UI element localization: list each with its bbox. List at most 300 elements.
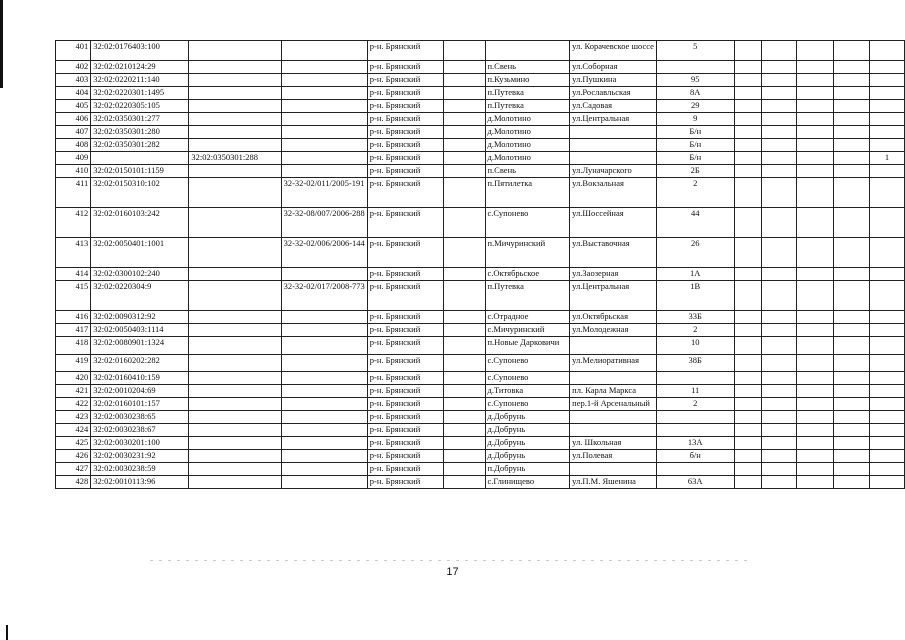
table-row — [56, 324, 905, 337]
empty-cell — [761, 178, 797, 208]
alt-cadastral-number — [189, 268, 281, 281]
house-number: 1А — [656, 268, 734, 281]
registration-number — [281, 337, 367, 355]
empty-cell — [443, 74, 485, 87]
empty-cell — [797, 281, 834, 311]
registration-number — [281, 476, 367, 489]
empty-cell — [797, 126, 834, 139]
scan-artifact — [150, 560, 750, 561]
settlement: д.Добрунь — [485, 450, 570, 463]
district: р-н. Брянский — [367, 61, 443, 74]
empty-cell — [761, 268, 797, 281]
empty-cell — [734, 87, 761, 100]
empty-cell — [834, 372, 870, 385]
empty-cell — [443, 126, 485, 139]
alt-cadastral-number: 32:02:0350301:288 — [189, 152, 281, 165]
flag-value — [869, 87, 904, 100]
district: р-н. Брянский — [367, 476, 443, 489]
cadastral-number: 32:02:0030201:100 — [91, 437, 189, 450]
page-number: 17 — [446, 566, 459, 578]
house-number — [656, 61, 734, 74]
cadastral-number: 32:02:0030238:65 — [91, 411, 189, 424]
empty-cell — [734, 411, 761, 424]
settlement: п.Добрунь — [485, 463, 570, 476]
street: ул.Луначарского — [570, 165, 657, 178]
table-row — [56, 355, 905, 372]
street: ул.П.М. Яшенина — [570, 476, 657, 489]
district: р-н. Брянский — [367, 238, 443, 268]
registration-number — [281, 165, 367, 178]
row-number: 404 — [56, 87, 91, 100]
empty-cell — [443, 87, 485, 100]
settlement: п.Кузьмино — [485, 74, 570, 87]
empty-cell — [834, 139, 870, 152]
district: р-н. Брянский — [367, 437, 443, 450]
alt-cadastral-number — [189, 437, 281, 450]
table-row — [56, 126, 905, 139]
alt-cadastral-number — [189, 311, 281, 324]
settlement: с.Мичуринский — [485, 324, 570, 337]
cadastral-number: 32:02:0150101:1159 — [91, 165, 189, 178]
registration-number — [281, 268, 367, 281]
registration-number: 32-32-02/017/2008-773 — [281, 281, 367, 311]
empty-cell — [797, 324, 834, 337]
registration-number — [281, 411, 367, 424]
table-row — [56, 113, 905, 126]
row-number: 409 — [56, 152, 91, 165]
table-row — [56, 337, 905, 355]
empty-cell — [443, 178, 485, 208]
alt-cadastral-number — [189, 139, 281, 152]
flag-value — [869, 385, 904, 398]
table-row — [56, 139, 905, 152]
settlement: д.Молотино — [485, 113, 570, 126]
street: ул.Пушкина — [570, 74, 657, 87]
street: ул.Молодежная — [570, 324, 657, 337]
empty-cell — [761, 152, 797, 165]
empty-cell — [797, 139, 834, 152]
settlement: д.Добрунь — [485, 437, 570, 450]
district: р-н. Брянский — [367, 113, 443, 126]
empty-cell — [761, 139, 797, 152]
street — [570, 337, 657, 355]
empty-cell — [797, 61, 834, 74]
street: ул.Заозерная — [570, 268, 657, 281]
empty-cell — [797, 450, 834, 463]
flag-value — [869, 424, 904, 437]
settlement: п.Свень — [485, 61, 570, 74]
district: р-н. Брянский — [367, 74, 443, 87]
empty-cell — [834, 385, 870, 398]
cadastral-number: 32:02:0220304:9 — [91, 281, 189, 311]
flag-value — [869, 113, 904, 126]
table-row — [56, 281, 905, 311]
table-row — [56, 268, 905, 281]
cadastral-number: 32:02:0300102:240 — [91, 268, 189, 281]
flag-value — [869, 450, 904, 463]
street: ул.Центральная — [570, 281, 657, 311]
empty-cell — [734, 450, 761, 463]
alt-cadastral-number — [189, 281, 281, 311]
row-number: 414 — [56, 268, 91, 281]
empty-cell — [443, 355, 485, 372]
cadastral-number: 32:02:0220305:105 — [91, 100, 189, 113]
empty-cell — [443, 476, 485, 489]
cadastral-number: 32:02:0220301:1495 — [91, 87, 189, 100]
alt-cadastral-number — [189, 463, 281, 476]
row-number: 426 — [56, 450, 91, 463]
empty-cell — [834, 152, 870, 165]
district: р-н. Брянский — [367, 178, 443, 208]
empty-cell — [797, 152, 834, 165]
empty-cell — [734, 355, 761, 372]
registration-number — [281, 152, 367, 165]
table-row — [56, 74, 905, 87]
street — [570, 424, 657, 437]
row-number: 406 — [56, 113, 91, 126]
alt-cadastral-number — [189, 476, 281, 489]
empty-cell — [734, 100, 761, 113]
flag-value — [869, 476, 904, 489]
table-row — [56, 100, 905, 113]
street — [570, 126, 657, 139]
cadastral-number: 32:02:0350301:277 — [91, 113, 189, 126]
empty-cell — [443, 372, 485, 385]
empty-cell — [734, 165, 761, 178]
flag-value — [869, 74, 904, 87]
empty-cell — [834, 355, 870, 372]
registration-number — [281, 450, 367, 463]
flag-value — [869, 311, 904, 324]
street: ул.Центральная — [570, 113, 657, 126]
street: ул.Полевая — [570, 450, 657, 463]
district: р-н. Брянский — [367, 139, 443, 152]
row-number: 416 — [56, 311, 91, 324]
empty-cell — [797, 398, 834, 411]
empty-cell — [797, 87, 834, 100]
street — [570, 139, 657, 152]
alt-cadastral-number — [189, 411, 281, 424]
house-number: 2 — [656, 324, 734, 337]
table-row — [56, 385, 905, 398]
table-row — [56, 165, 905, 178]
street — [570, 411, 657, 424]
empty-cell — [834, 411, 870, 424]
house-number: 38Б — [656, 355, 734, 372]
cadastral-number: 32:02:0030238:67 — [91, 424, 189, 437]
empty-cell — [734, 139, 761, 152]
empty-cell — [443, 324, 485, 337]
registration-number — [281, 87, 367, 100]
house-number: 44 — [656, 208, 734, 238]
row-number: 407 — [56, 126, 91, 139]
registration-number: 32-32-02/006/2006-144 — [281, 238, 367, 268]
flag-value — [869, 100, 904, 113]
flag-value — [869, 324, 904, 337]
street: ул.Шоссейная — [570, 208, 657, 238]
table-row — [56, 152, 905, 165]
empty-cell — [834, 74, 870, 87]
house-number — [656, 424, 734, 437]
empty-cell — [443, 281, 485, 311]
house-number: 1В — [656, 281, 734, 311]
settlement: п.Мичуринский — [485, 238, 570, 268]
flag-value — [869, 178, 904, 208]
empty-cell — [761, 463, 797, 476]
empty-cell — [797, 476, 834, 489]
empty-cell — [734, 238, 761, 268]
empty-cell — [734, 463, 761, 476]
district: р-н. Брянский — [367, 398, 443, 411]
empty-cell — [761, 281, 797, 311]
empty-cell — [443, 311, 485, 324]
empty-cell — [734, 61, 761, 74]
empty-cell — [761, 324, 797, 337]
empty-cell — [834, 337, 870, 355]
alt-cadastral-number — [189, 238, 281, 268]
table-row — [56, 238, 905, 268]
registration-number — [281, 74, 367, 87]
register-body — [56, 41, 905, 489]
empty-cell — [761, 450, 797, 463]
empty-cell — [443, 41, 485, 61]
flag-value — [869, 126, 904, 139]
empty-cell — [761, 126, 797, 139]
empty-cell — [761, 87, 797, 100]
street: ул.Рославльская — [570, 87, 657, 100]
empty-cell — [797, 424, 834, 437]
alt-cadastral-number — [189, 126, 281, 139]
empty-cell — [834, 281, 870, 311]
settlement: с.Супонево — [485, 355, 570, 372]
settlement: п.Пятилетка — [485, 178, 570, 208]
street: пл. Карла Маркса — [570, 385, 657, 398]
cadastral-number — [91, 152, 189, 165]
row-number: 424 — [56, 424, 91, 437]
district: р-н. Брянский — [367, 337, 443, 355]
alt-cadastral-number — [189, 324, 281, 337]
row-number: 419 — [56, 355, 91, 372]
row-number: 412 — [56, 208, 91, 238]
empty-cell — [734, 398, 761, 411]
settlement: с.Супонево — [485, 398, 570, 411]
alt-cadastral-number — [189, 385, 281, 398]
house-number: 29 — [656, 100, 734, 113]
settlement: д.Молотино — [485, 126, 570, 139]
house-number: 10 — [656, 337, 734, 355]
cadastral-number: 32:02:0160202:282 — [91, 355, 189, 372]
alt-cadastral-number — [189, 355, 281, 372]
empty-cell — [734, 126, 761, 139]
cadastral-number: 32:02:0010113:96 — [91, 476, 189, 489]
table-row — [56, 178, 905, 208]
settlement: с.Супонево — [485, 372, 570, 385]
empty-cell — [734, 311, 761, 324]
house-number: 2 — [656, 398, 734, 411]
cadastral-number: 32:02:0150310:102 — [91, 178, 189, 208]
row-number: 411 — [56, 178, 91, 208]
row-number: 402 — [56, 61, 91, 74]
empty-cell — [443, 463, 485, 476]
empty-cell — [443, 152, 485, 165]
empty-cell — [797, 208, 834, 238]
cadastral-number: 32:02:0160101:157 — [91, 398, 189, 411]
house-number: 2 — [656, 178, 734, 208]
empty-cell — [443, 411, 485, 424]
settlement: д.Молотино — [485, 152, 570, 165]
empty-cell — [797, 165, 834, 178]
row-number: 410 — [56, 165, 91, 178]
flag-value — [869, 398, 904, 411]
settlement: п.Новые Дарковичи — [485, 337, 570, 355]
alt-cadastral-number — [189, 372, 281, 385]
cadastral-number: 32:02:0050403:1114 — [91, 324, 189, 337]
district: р-н. Брянский — [367, 411, 443, 424]
street — [570, 463, 657, 476]
district: р-н. Брянский — [367, 126, 443, 139]
empty-cell — [761, 385, 797, 398]
alt-cadastral-number — [189, 398, 281, 411]
house-number: 63А — [656, 476, 734, 489]
house-number — [656, 463, 734, 476]
empty-cell — [734, 476, 761, 489]
house-number: 33Б — [656, 311, 734, 324]
registration-number — [281, 463, 367, 476]
alt-cadastral-number — [189, 74, 281, 87]
registration-number — [281, 113, 367, 126]
flag-value — [869, 337, 904, 355]
registration-number: 32-32-02/011/2005-191 — [281, 178, 367, 208]
street: пер.1-й Арсенальный — [570, 398, 657, 411]
street: ул.Мелиоративная — [570, 355, 657, 372]
empty-cell — [834, 87, 870, 100]
alt-cadastral-number — [189, 450, 281, 463]
empty-cell — [834, 100, 870, 113]
empty-cell — [443, 424, 485, 437]
alt-cadastral-number — [189, 178, 281, 208]
cadastral-number: 32:02:0160103:242 — [91, 208, 189, 238]
street — [570, 152, 657, 165]
empty-cell — [734, 281, 761, 311]
district: р-н. Брянский — [367, 41, 443, 61]
registration-number: 32-32-08/007/2006-288 — [281, 208, 367, 238]
cadastral-number: 32:02:0050401:1001 — [91, 238, 189, 268]
street: ул.Октябрьская — [570, 311, 657, 324]
empty-cell — [797, 74, 834, 87]
empty-cell — [761, 208, 797, 238]
district: р-н. Брянский — [367, 152, 443, 165]
alt-cadastral-number — [189, 165, 281, 178]
registration-number — [281, 437, 367, 450]
cadastral-number: 32:02:0210124:29 — [91, 61, 189, 74]
empty-cell — [834, 126, 870, 139]
empty-cell — [443, 385, 485, 398]
house-number: 11 — [656, 385, 734, 398]
empty-cell — [834, 41, 870, 61]
cadastral-number: 32:02:0160410:159 — [91, 372, 189, 385]
settlement: с.Супонево — [485, 208, 570, 238]
flag-value — [869, 463, 904, 476]
flag-value — [869, 61, 904, 74]
empty-cell — [761, 100, 797, 113]
empty-cell — [443, 450, 485, 463]
cadastral-number: 32:02:0090312:92 — [91, 311, 189, 324]
row-number: 425 — [56, 437, 91, 450]
empty-cell — [797, 100, 834, 113]
registration-number — [281, 424, 367, 437]
empty-cell — [797, 311, 834, 324]
district: р-н. Брянский — [367, 385, 443, 398]
alt-cadastral-number — [189, 61, 281, 74]
settlement: д.Молотино — [485, 139, 570, 152]
registration-number — [281, 324, 367, 337]
table-row — [56, 87, 905, 100]
settlement: п.Путевка — [485, 87, 570, 100]
house-number: б/н — [656, 450, 734, 463]
alt-cadastral-number — [189, 208, 281, 238]
house-number: 95 — [656, 74, 734, 87]
flag-value — [869, 165, 904, 178]
house-number — [656, 411, 734, 424]
table-row — [56, 450, 905, 463]
empty-cell — [734, 74, 761, 87]
district: р-н. Брянский — [367, 311, 443, 324]
scan-edge-mark — [0, 0, 3, 88]
alt-cadastral-number — [189, 100, 281, 113]
house-number: 8А — [656, 87, 734, 100]
settlement: д.Добрунь — [485, 424, 570, 437]
table-row — [56, 41, 905, 61]
district: р-н. Брянский — [367, 87, 443, 100]
empty-cell — [443, 61, 485, 74]
empty-cell — [761, 411, 797, 424]
district: р-н. Брянский — [367, 100, 443, 113]
flag-value: 1 — [869, 152, 904, 165]
empty-cell — [797, 411, 834, 424]
table-row — [56, 61, 905, 74]
alt-cadastral-number — [189, 41, 281, 61]
empty-cell — [734, 324, 761, 337]
empty-cell — [834, 61, 870, 74]
empty-cell — [761, 113, 797, 126]
empty-cell — [834, 398, 870, 411]
table-row — [56, 372, 905, 385]
table-row — [56, 411, 905, 424]
registration-number — [281, 385, 367, 398]
empty-cell — [834, 437, 870, 450]
alt-cadastral-number — [189, 337, 281, 355]
empty-cell — [443, 398, 485, 411]
row-number: 401 — [56, 41, 91, 61]
empty-cell — [761, 372, 797, 385]
row-number: 428 — [56, 476, 91, 489]
empty-cell — [734, 113, 761, 126]
row-number: 408 — [56, 139, 91, 152]
street: ул.Выставочная — [570, 238, 657, 268]
alt-cadastral-number — [189, 424, 281, 437]
property-register-table — [55, 40, 905, 489]
empty-cell — [834, 208, 870, 238]
table-row — [56, 476, 905, 489]
registration-number — [281, 61, 367, 74]
flag-value — [869, 41, 904, 61]
empty-cell — [797, 385, 834, 398]
empty-cell — [797, 355, 834, 372]
house-number: Б/н — [656, 152, 734, 165]
street: ул. Корачевское шоссе — [570, 41, 657, 61]
empty-cell — [761, 165, 797, 178]
empty-cell — [734, 208, 761, 238]
